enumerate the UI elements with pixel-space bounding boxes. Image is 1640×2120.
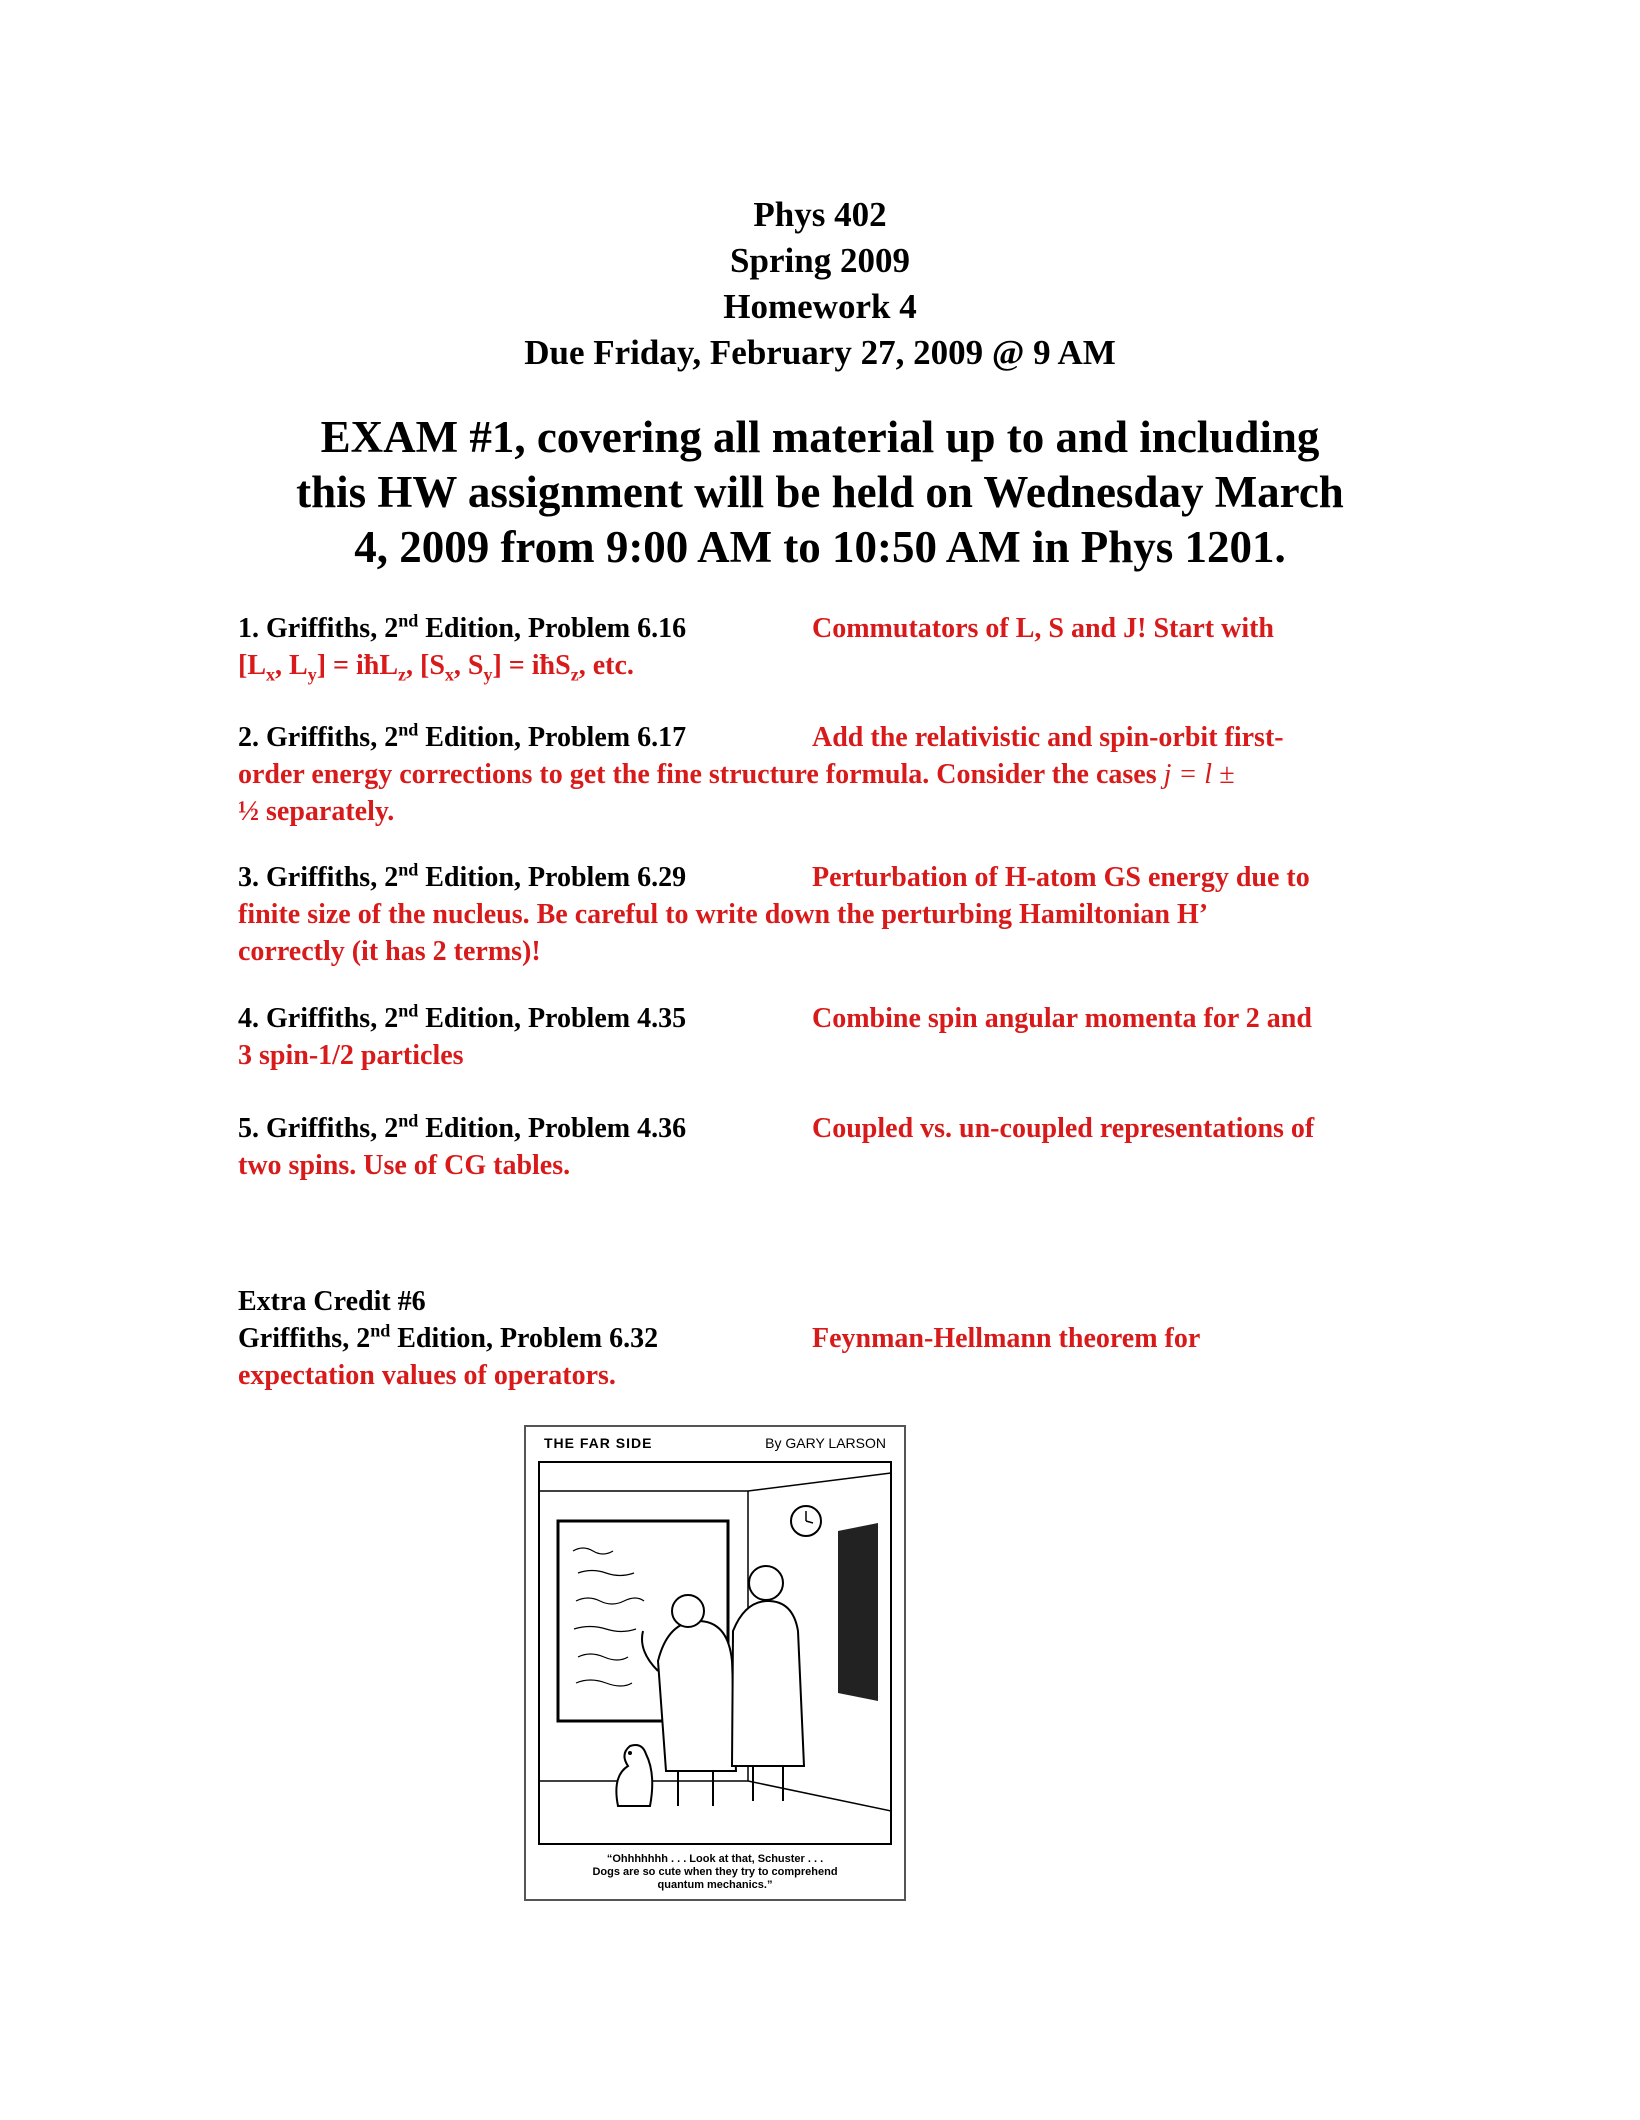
extra-credit-problem	[238, 1320, 1408, 1394]
problem-note: Add the relativistic and spin-orbit first-	[812, 722, 1284, 753]
problem-5	[238, 1110, 1408, 1184]
problem-note-line: finite size of the nucleus. Be careful to write down the perturbing Hamiltonian H’	[238, 899, 1209, 930]
fine-structure-j-formula: j = l ±	[1163, 759, 1235, 790]
commutator-relations: [$L_x$, $L_y$] = iħL$_z$, [$S_x$, $S_y$] = iħS$_z$, etc.	[238, 650, 634, 685]
problem-2	[238, 719, 1408, 830]
problem-source: 5. Griffiths, 2nd Edition, Problem 4.36	[238, 1110, 687, 1144]
exam-notice	[200, 410, 1440, 575]
course-title: Phys 402	[753, 195, 887, 234]
problem-1	[238, 610, 1408, 684]
problem-source: 3. Griffiths, 2nd Edition, Problem 6.29	[238, 859, 687, 893]
problem-note: Perturbation of H-atom GS energy due to	[812, 862, 1310, 893]
exam-notice-line: this HW assignment will be held on Wednesday March	[296, 467, 1344, 517]
problem-note-line: correctly (it has 2 terms)!	[238, 936, 541, 967]
exam-notice-line: 4, 2009 from 9:00 AM to 10:50 AM in Phys 1201.	[354, 522, 1286, 572]
problem-4	[238, 1000, 1408, 1074]
problem-note: Combine spin angular momenta for 2 and	[812, 1003, 1312, 1034]
problem-source: 1. Griffiths, 2nd Edition, Problem 6.16	[238, 610, 687, 644]
assignment-title: Homework 4	[723, 287, 917, 326]
problem-note-line: expectation values of operators.	[238, 1360, 616, 1391]
problem-source: 4. Griffiths, 2nd Edition, Problem 4.35	[238, 1000, 687, 1034]
problem-note: Commutators of L, S and J! Start with	[812, 613, 1274, 644]
extra-credit-title: Extra Credit #6	[238, 1286, 426, 1317]
far-side-cartoon	[524, 1425, 906, 1901]
problem-source: Griffiths, 2nd Edition, Problem 6.32	[238, 1320, 659, 1354]
problem-note-line: 3 spin-1/2 particles	[238, 1040, 464, 1071]
problem-note: Feynman-Hellmann theorem for	[812, 1323, 1201, 1354]
cartoon-header	[544, 1435, 886, 1457]
cartoon-author: By GARY LARSON	[765, 1435, 886, 1451]
cartoon-caption: “Ohhhhhhh . . . Look at that, Schuster . . . Dogs are so cute when they try to comprehend quantum mechanics.”	[592, 1853, 838, 1891]
problem-note: Coupled vs. un-coupled representations of	[812, 1113, 1315, 1144]
cartoon-illustration	[538, 1461, 892, 1845]
document-header	[0, 192, 1640, 376]
exam-notice-line: EXAM #1, covering all material up to and including	[320, 412, 1320, 462]
clock-icon	[791, 1506, 821, 1536]
due-date: Due Friday, February 27, 2009 @ 9 AM	[524, 333, 1116, 372]
term: Spring 2009	[730, 241, 910, 280]
problem-note-line: two spins. Use of CG tables.	[238, 1150, 571, 1181]
problem-note-line: order energy corrections to get the fine structure formula. Consider the cases j = l ±	[238, 759, 1235, 790]
problem-note-line: ½ separately.	[238, 796, 395, 827]
cartoon-title: THE FAR SIDE	[544, 1435, 653, 1451]
problem-3	[238, 859, 1408, 970]
problem-source: 2. Griffiths, 2nd Edition, Problem 6.17	[238, 719, 687, 753]
